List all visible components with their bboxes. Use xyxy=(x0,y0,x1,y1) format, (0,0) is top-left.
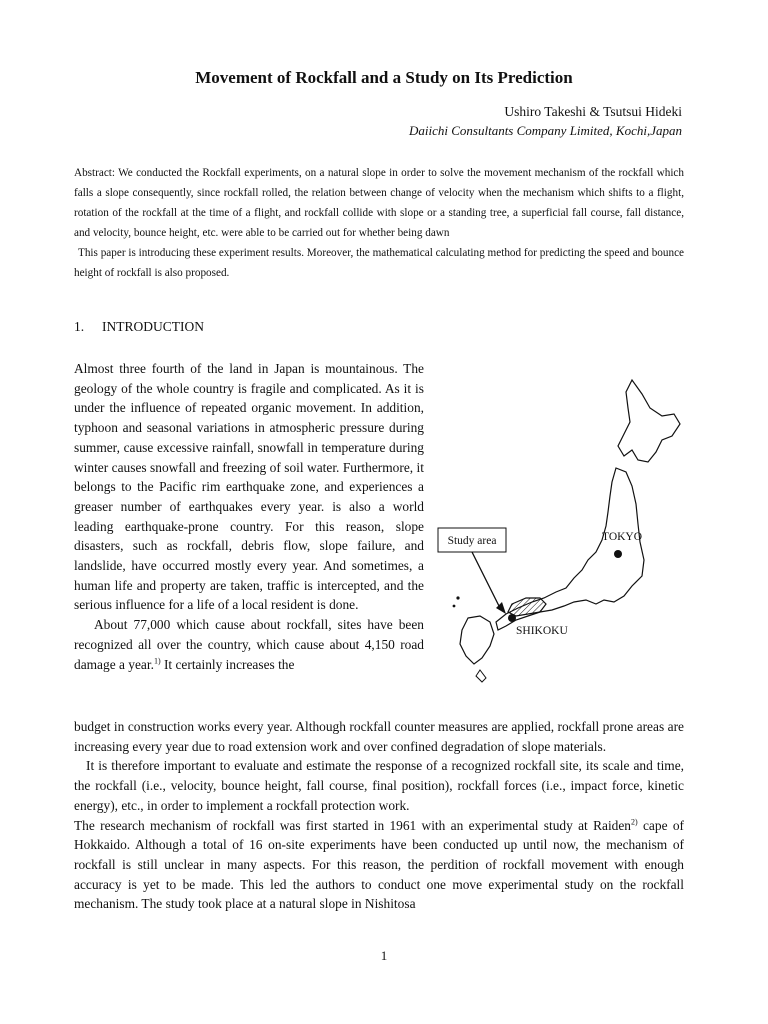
body-paragraph-4 xyxy=(74,816,684,915)
paper-affiliation: Daiichi Consultants Company Limited, Kochi,Japan xyxy=(409,123,682,138)
study-area-marker xyxy=(508,614,516,622)
shikoku-label: SHIKOKU xyxy=(516,625,568,637)
body-paragraph-4b: cape of Hokkaido. Although a total of 16 on-site experiments have been conducted up until now, the mechanism of rockfall is still unclear in many aspects. For this reason, the perdition of rockfall movement with enough accuracy is yet to be made. This led the authors to conduct one move experimental study on the rockfall mechanism. The study took place at a natural slope in Nishitosa xyxy=(74,817,684,912)
body-paragraph-4a: The research mechanism of rockfall was first started in 1961 with an experimental study at Raiden xyxy=(74,817,632,833)
intro-column-text xyxy=(74,359,424,674)
reference-1: 1) xyxy=(153,656,161,666)
island-dot xyxy=(456,596,459,599)
abstract-paragraph-2: This paper is introducing these experiment results. Moreover, the mathematical calculating method for predicting the speed and bounce height of rockfall is also proposed. xyxy=(74,247,684,279)
paper-authors: Ushiro Takeshi & Tsutsui Hideki xyxy=(504,104,682,119)
abstract-paragraph-1: Abstract: We conducted the Rockfall experiments, on a natural slope in order to solve the movement mechanism of the rockfall which falls a slope consequently, since rockfall rolled, the relation between change of velocity when the mechanism which shifts to a flight, rotation of the rockfall at the time of a flight, and rockfall collide with slope or a standing tree, a superficial fall course, fall distance, and velocity, bounce height, etc. were able to be carried out for whether being dawn xyxy=(74,167,684,239)
body-paragraph-2a: About 77,000 which cause about rockfall, sites have been recognized all over the country, which cause about 4,150 road damage a year. xyxy=(74,617,424,672)
hokkaido-outline xyxy=(618,380,680,462)
body-paragraph-1: Almost three fourth of the land in Japan is mountainous. The geology of the whole country is fragile and complicated. As it is under the influence of repeated organic movement. In addition, typhoon and seasonal variations in atmospheric pressure during summer, cause excessive rainfall, snowfall in temperature during winter causes snowfall and freezing of soil water. Furthermore, it belongs to the Pacific rim earthquake zone, and experiences a greaser number of earthquakes every year. is also a world leading earthquake-prone country. For this reason, slope disasters, such as rockfall, debris flow, slope failure, and landslide, have occurred mostly every year. And sometimes, a human life and property are taken, traffic is intercepted, and the serious influence for a life of a local resident is done. xyxy=(74,361,424,613)
shikoku-outline xyxy=(508,598,546,616)
abstract-block xyxy=(74,163,684,283)
page-number: 1 xyxy=(380,948,388,963)
section-title: INTRODUCTION xyxy=(102,319,204,334)
section-number: 1. xyxy=(74,319,85,334)
tokyo-marker xyxy=(614,550,622,558)
kyushu-outline xyxy=(460,616,494,664)
study-area-arrow xyxy=(472,552,500,608)
body-paragraph-2-start xyxy=(74,615,424,674)
body-paragraph-2b-start: It certainly increases the xyxy=(160,656,295,672)
study-area-label: Study area xyxy=(447,535,497,547)
japan-map-svg xyxy=(436,364,686,694)
paper-title: Movement of Rockfall and a Study on Its Prediction xyxy=(195,68,573,87)
reference-2: 2) xyxy=(631,817,638,827)
island-dot xyxy=(453,605,456,608)
section-heading-introduction xyxy=(74,319,204,335)
tokyo-label: TOKYO xyxy=(602,531,643,543)
intro-full-width-text xyxy=(74,717,684,914)
body-paragraph-2-continued: budget in construction works every year. Although rockfall counter measures are applied, rockfall prone areas are increasing every year due to road extension work and over confined degradation of slope materials. xyxy=(74,719,684,754)
okinawa-island xyxy=(476,670,486,682)
japan-map-figure xyxy=(436,364,686,694)
body-paragraph-3: It is therefore important to evaluate and estimate the response of a recognized rockfall site, its scale and time, the rockfall (i.e., velocity, bounce height, fall course, final position), rockfall forces (i.e., impact force, kinetic energy), etc., in order to implement a rockfall protection work. xyxy=(74,758,684,813)
